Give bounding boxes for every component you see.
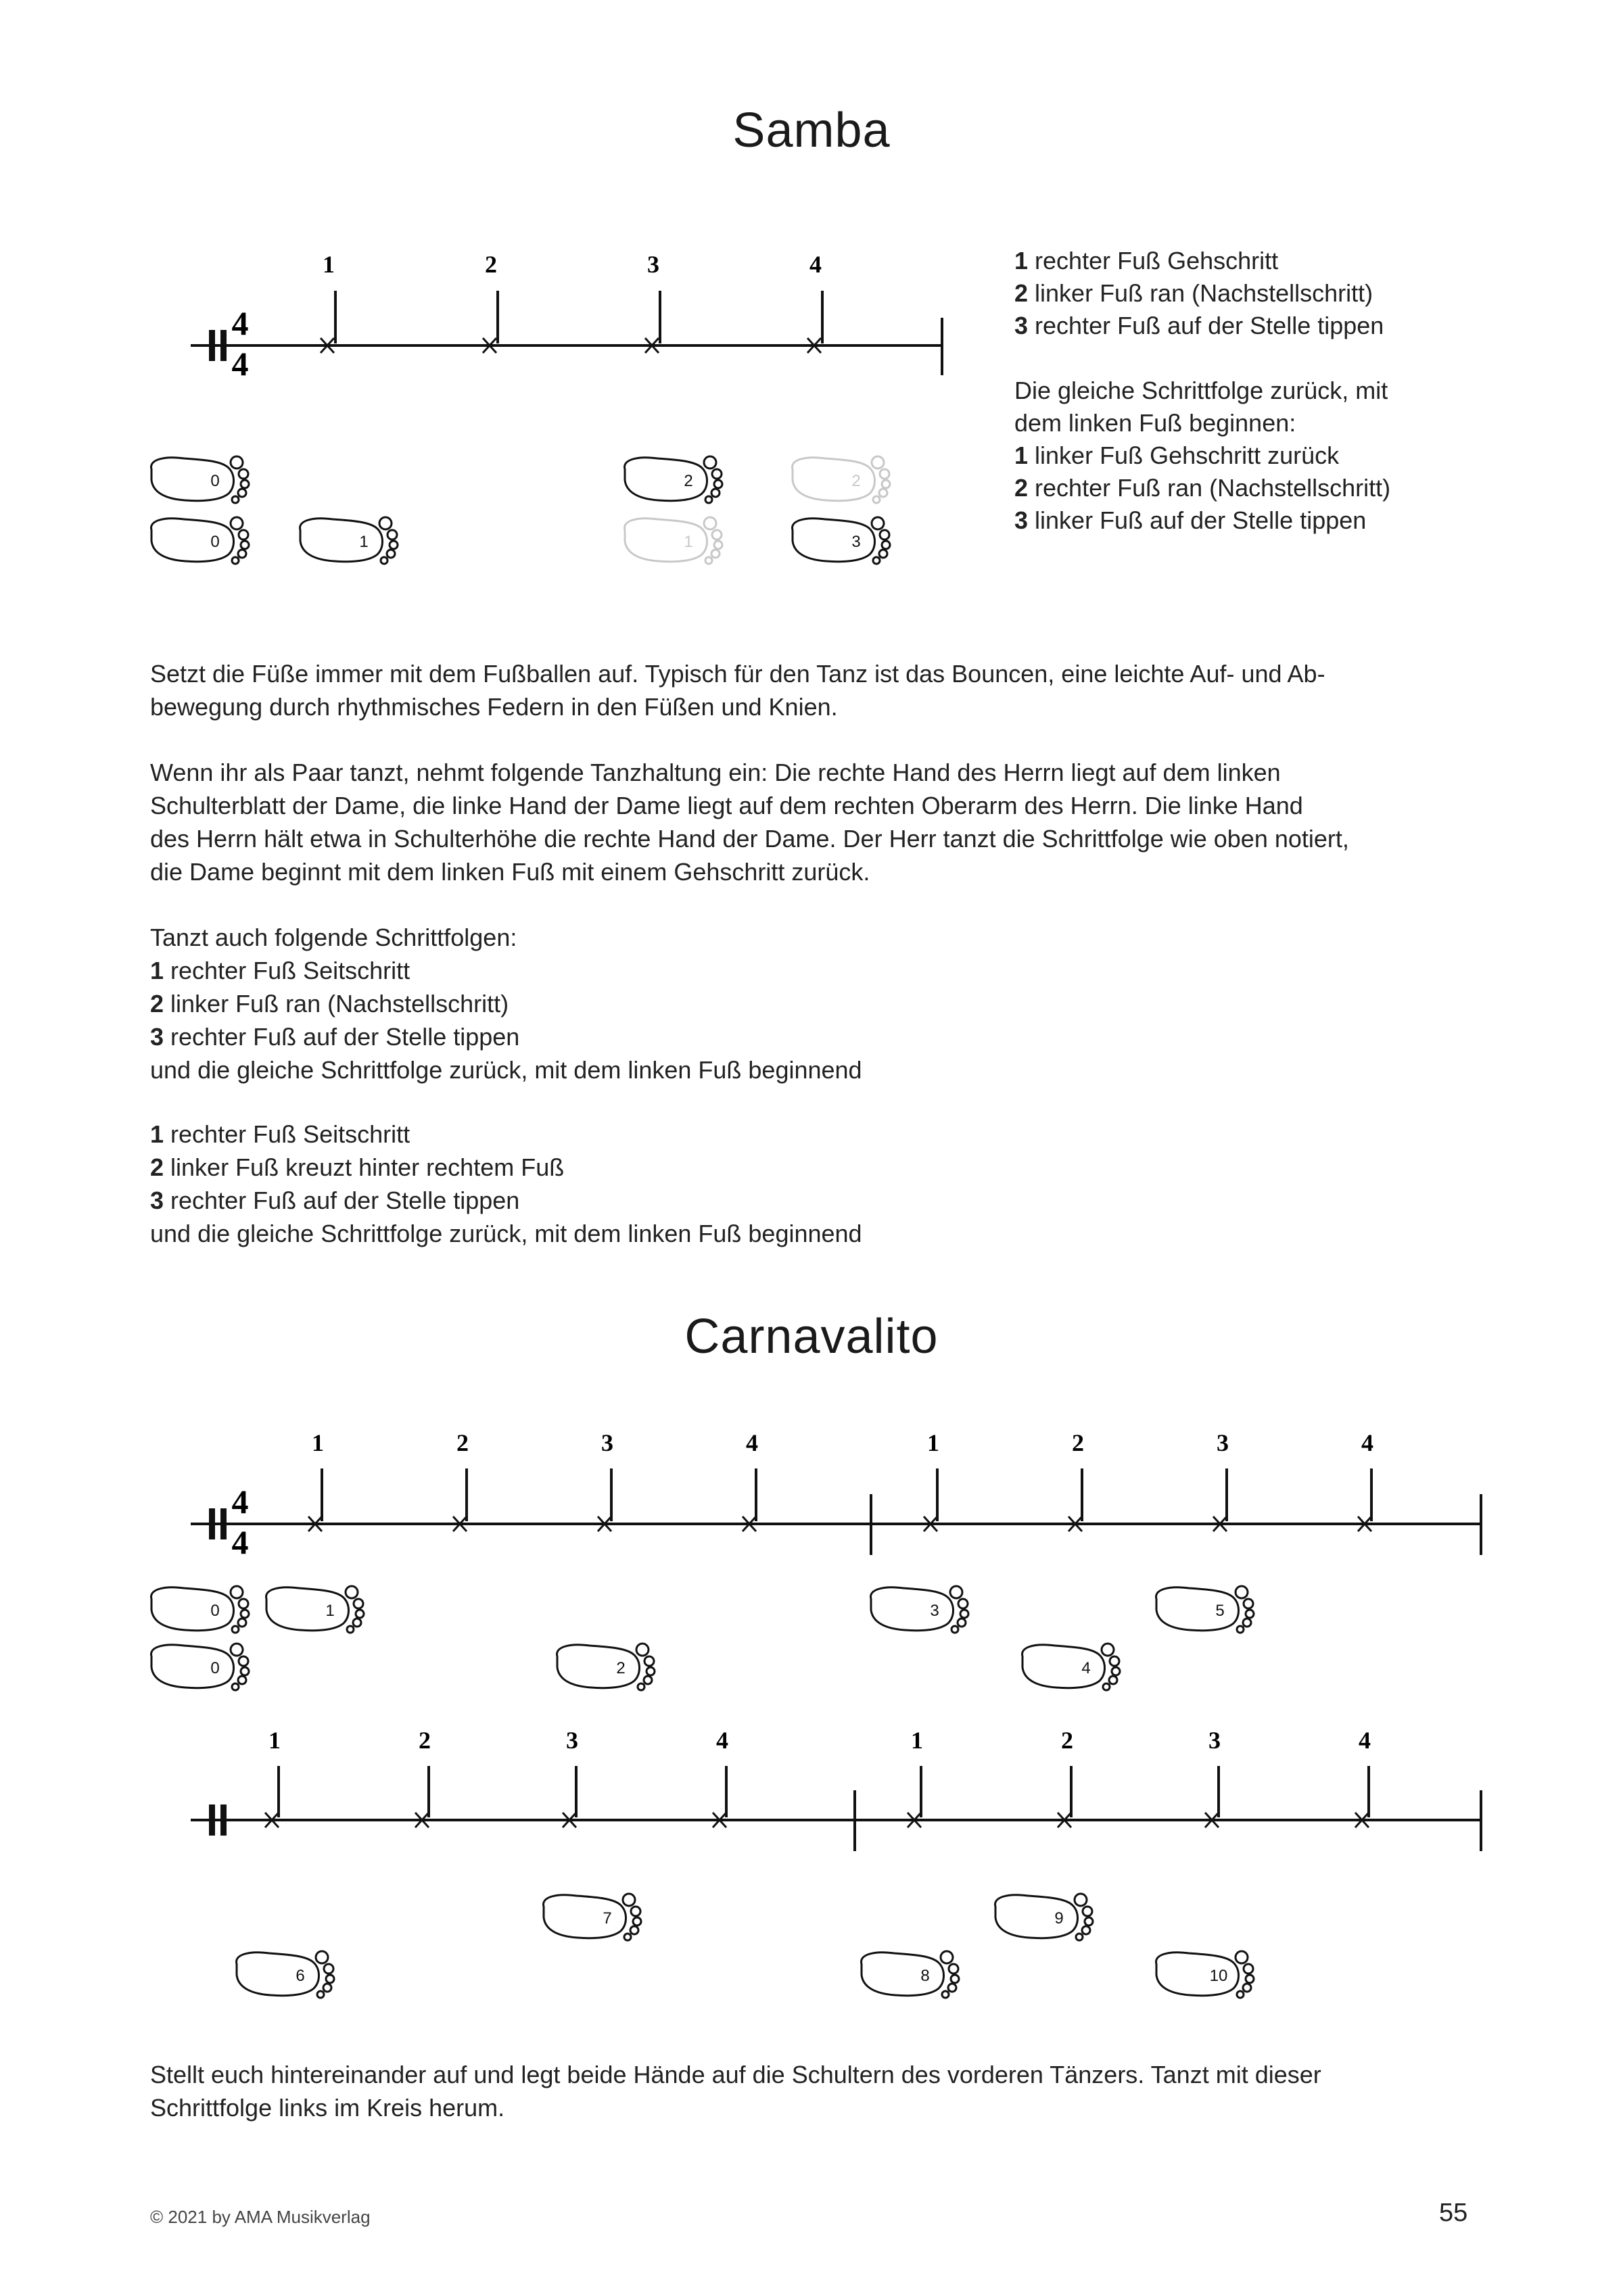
- samba-step-line: Die gleiche Schrittfolge zurück, mit: [1014, 377, 1388, 404]
- svg-text:2: 2: [1061, 1727, 1073, 1754]
- svg-text:1: 1: [268, 1727, 281, 1754]
- carnavalito-r2-beat-3: [563, 1727, 578, 1827]
- svg-text:0: 0: [210, 533, 220, 551]
- carnavalito-foot-5: [1156, 1586, 1254, 1633]
- samba-foot-3: [793, 517, 890, 564]
- carnavalito-r2-beat-1: [265, 1727, 281, 1827]
- svg-text:1: 1: [312, 1429, 324, 1456]
- samba-beat-label-3: 3: [647, 251, 659, 278]
- svg-text:1: 1: [325, 1602, 335, 1620]
- svg-text:2: 2: [1072, 1429, 1084, 1456]
- samba-step-list: [1014, 245, 1390, 537]
- carnavalito-r1-beat-5: [924, 1429, 939, 1531]
- carnavalito-r1-beat-2: [453, 1429, 469, 1531]
- carnavalito-r2-beat-6: [1058, 1727, 1073, 1827]
- carnavalito-r1-beat-6: [1068, 1429, 1084, 1531]
- carnavalito-foot-9: [995, 1894, 1093, 1940]
- svg-text:7: 7: [603, 1909, 612, 1928]
- carnavalito-foot-4: [1022, 1644, 1120, 1690]
- samba-paragraph-2: Wenn ihr als Paar tanzt, nehmt folgende Tanzhaltung ein: Die rechte Hand des Herrn liegt auf dem linken Schulterblatt der Dame, die linke Hand der Dame liegt auf dem rechten Oberarm des Herrn. Die linke Hand des Herrn hält etwa in Schulterhöhe die rechte Hand der Dame. Der Herr tanzt die Schrittfolge wie oben notiert, die Dame beginnt mit dem linken Fuß mit einem Gehschritt zurück.: [150, 759, 1349, 886]
- samba-foot-2: [625, 456, 722, 503]
- samba-step-line: dem linken Fuß beginnen:: [1014, 409, 1296, 437]
- carnavalito-foot-3: [871, 1586, 968, 1633]
- carnavalito-foot-0-top: [151, 1586, 249, 1633]
- samba-time-sig-top: 4: [231, 304, 249, 342]
- svg-text:2: 2: [684, 472, 693, 490]
- carnavalito-foot-0-bottom: [151, 1644, 249, 1690]
- carnavalito-row2-start-bar-right: [220, 1804, 227, 1836]
- svg-text:3: 3: [1217, 1429, 1229, 1456]
- samba-foot-2-faded: [793, 456, 890, 503]
- carnavalito-foot-7: [544, 1894, 641, 1940]
- samba-beat-4: [807, 251, 822, 353]
- samba-paragraph-4: 1 rechter Fuß Seitschritt 2 linker Fuß kreuzt hinter rechtem Fuß 3 rechter Fuß auf der Stelle tippen und die gleiche Schrittfolge zurück, mit dem linken Fuß beginnend: [150, 1120, 862, 1247]
- carnavalito-r1-beat-3: [598, 1429, 613, 1531]
- samba-foot-0-top: [151, 456, 249, 503]
- samba-foot-0-bottom: [151, 517, 249, 564]
- svg-text:1: 1: [359, 533, 369, 551]
- svg-text:0: 0: [210, 472, 220, 490]
- svg-text:3: 3: [930, 1602, 939, 1620]
- samba-title: Samba: [732, 103, 891, 158]
- samba-step-line: 1 linker Fuß Gehschritt zurück: [1014, 441, 1340, 469]
- samba-step-line: 3 rechter Fuß auf der Stelle tippen: [1014, 312, 1384, 339]
- carnavalito-row2-start-bar-left: [209, 1804, 215, 1836]
- svg-text:0: 0: [210, 1659, 220, 1677]
- svg-text:2: 2: [851, 472, 861, 490]
- svg-text:8: 8: [920, 1967, 930, 1985]
- samba-foot-1-faded: [625, 517, 722, 564]
- samba-beat-label-4: 4: [809, 251, 822, 278]
- carnavalito-start-bar-left: [209, 1508, 215, 1539]
- copyright: © 2021 by AMA Musikverlag: [150, 2207, 371, 2227]
- svg-text:4: 4: [1081, 1659, 1091, 1677]
- page-number: 55: [1439, 2199, 1468, 2227]
- samba-step-line: 2 rechter Fuß ran (Nachstellschritt): [1014, 474, 1391, 502]
- samba-start-bar-left: [209, 330, 215, 361]
- carnavalito-start-bar-right: [220, 1508, 227, 1539]
- svg-text:1: 1: [927, 1429, 939, 1456]
- carnavalito-r1-beat-8: [1358, 1429, 1373, 1531]
- carnavalito-r1-beat-4: [743, 1429, 758, 1531]
- carnavalito-paragraph: Stellt euch hintereinander auf und legt beide Hände auf die Schultern des vorderen Tänzers. Tanzt mit dieser Schrittfolge links im Kreis herum.: [150, 2061, 1321, 2122]
- svg-text:3: 3: [851, 533, 861, 551]
- svg-text:0: 0: [210, 1602, 220, 1620]
- samba-time-sig-bottom: 4: [231, 345, 249, 383]
- svg-text:1: 1: [684, 533, 693, 551]
- samba-beat-label-1: 1: [323, 251, 335, 278]
- svg-text:2: 2: [419, 1727, 431, 1754]
- svg-text:3: 3: [601, 1429, 613, 1456]
- carnavalito-r2-beat-2: [415, 1727, 431, 1827]
- carnavalito-foot-1: [266, 1586, 364, 1633]
- samba-beat-2: [483, 251, 498, 353]
- carnavalito-r1-beat-7: [1213, 1429, 1229, 1531]
- samba-step-line: [1014, 342, 1390, 375]
- carnavalito-time-sig-top: 4: [231, 1483, 249, 1521]
- carnavalito-r2-beat-5: [908, 1727, 923, 1827]
- samba-start-bar-right: [220, 330, 227, 361]
- samba-step-line: 2 linker Fuß ran (Nachstellschritt): [1014, 279, 1373, 307]
- carnavalito-foot-6: [237, 1951, 334, 1998]
- svg-text:9: 9: [1054, 1909, 1064, 1928]
- samba-paragraph-1: Setzt die Füße immer mit dem Fußballen auf. Typisch für den Tanz ist das Bouncen, eine leichte Auf- und Ab- bewegung durch rhythmisches Federn in den Füßen und Knien.: [150, 660, 1325, 721]
- carnavalito-r2-beat-8: [1355, 1727, 1371, 1827]
- svg-text:3: 3: [566, 1727, 578, 1754]
- svg-text:3: 3: [1208, 1727, 1221, 1754]
- svg-text:4: 4: [1361, 1429, 1373, 1456]
- svg-text:2: 2: [456, 1429, 469, 1456]
- carnavalito-r2-beat-7: [1205, 1727, 1221, 1827]
- samba-step-line: 3 linker Fuß auf der Stelle tippen: [1014, 506, 1367, 534]
- samba-foot-1: [300, 517, 398, 564]
- svg-text:4: 4: [1359, 1727, 1371, 1754]
- samba-beat-3: [645, 251, 660, 353]
- svg-text:4: 4: [716, 1727, 728, 1754]
- svg-text:5: 5: [1215, 1602, 1225, 1620]
- samba-beat-1: [321, 251, 335, 353]
- svg-text:10: 10: [1209, 1967, 1228, 1985]
- svg-text:2: 2: [616, 1659, 626, 1677]
- svg-text:4: 4: [746, 1429, 758, 1456]
- carnavalito-title: Carnavalito: [684, 1310, 939, 1364]
- samba-beat-label-2: 2: [485, 251, 497, 278]
- samba-step-line: 1 rechter Fuß Gehschritt: [1014, 247, 1279, 274]
- svg-text:1: 1: [911, 1727, 923, 1754]
- samba-paragraph-3: Tanzt auch folgende Schrittfolgen: 1 rechter Fuß Seitschritt 2 linker Fuß ran (Nachstellschritt) 3 rechter Fuß auf der Stelle tippen und die gleiche Schrittfolge zurück, mit dem linken Fuß beginnend: [150, 924, 862, 1084]
- carnavalito-r2-beat-4: [713, 1727, 728, 1827]
- carnavalito-time-sig-bottom: 4: [231, 1523, 249, 1561]
- carnavalito-r1-beat-1: [308, 1429, 324, 1531]
- carnavalito-foot-10: [1156, 1951, 1254, 1998]
- carnavalito-foot-2: [557, 1644, 655, 1690]
- carnavalito-foot-8: [862, 1951, 959, 1998]
- svg-text:6: 6: [296, 1967, 305, 1985]
